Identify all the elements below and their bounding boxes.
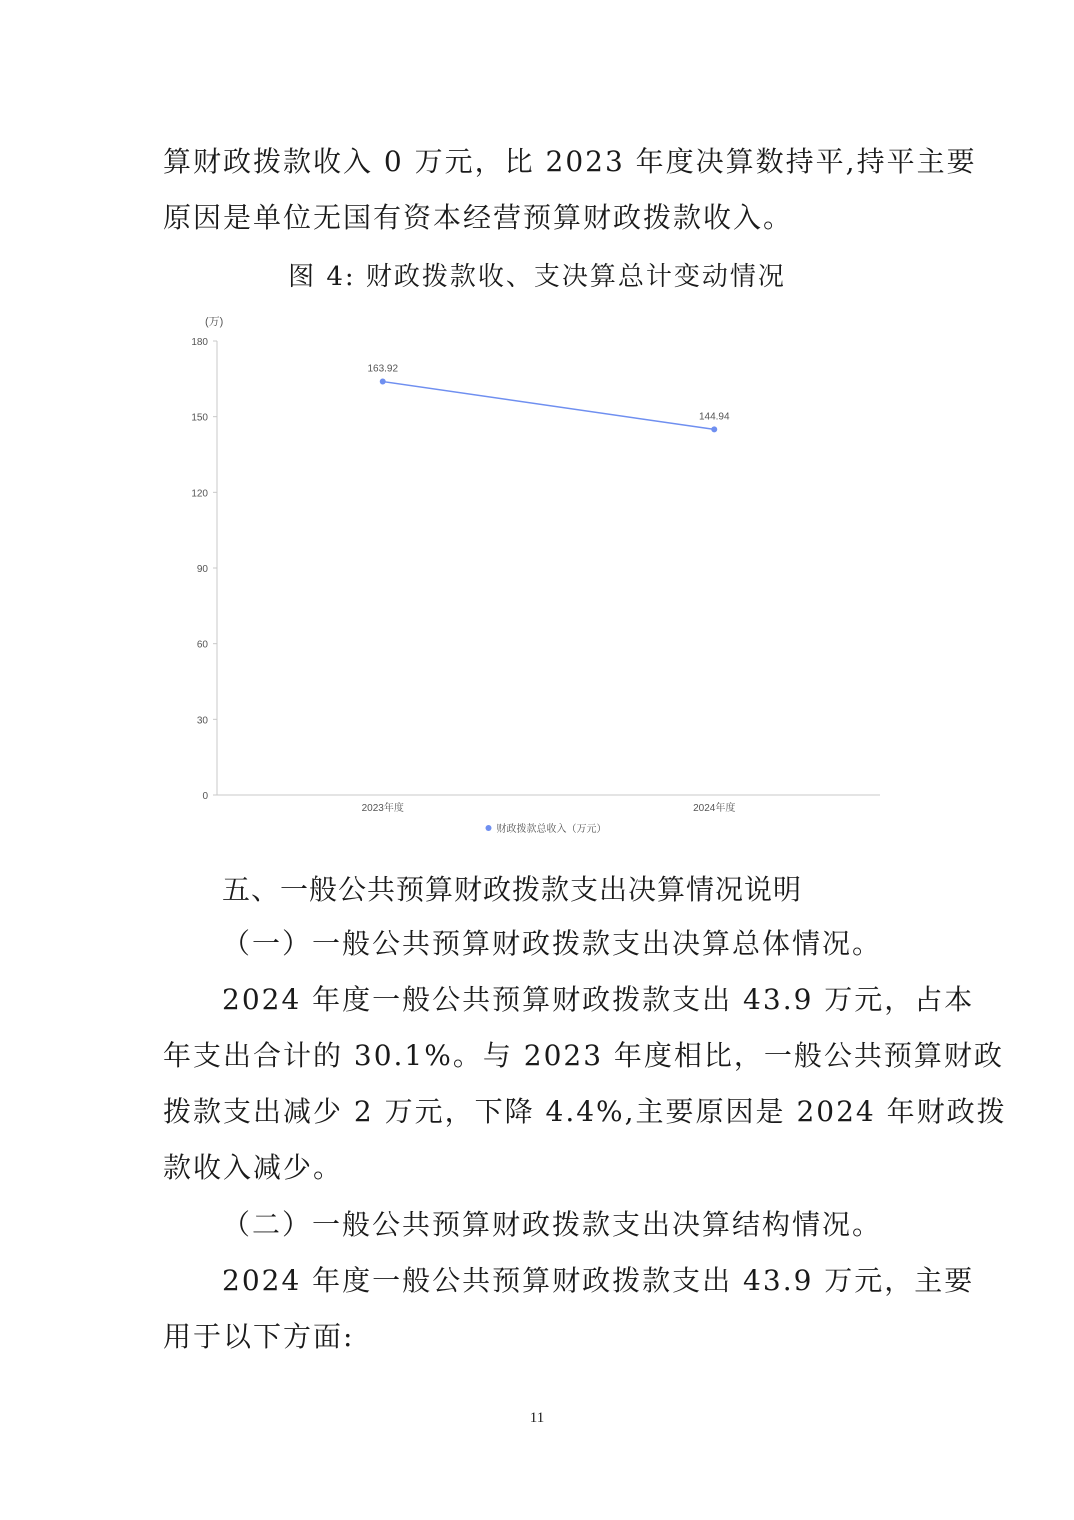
data-point bbox=[380, 379, 386, 385]
legend-marker bbox=[486, 825, 492, 831]
series-line bbox=[383, 382, 715, 430]
paragraph-line: 2024 年度一般公共预算财政拨款支出 43.9 万元，主要 bbox=[222, 1264, 975, 1297]
y-tick-label: 90 bbox=[196, 564, 208, 575]
subsection-heading: （二）一般公共预算财政拨款支出决算结构情况。 bbox=[222, 1208, 883, 1241]
paragraph-line: 拨款支出减少 2 万元，下降 4.4%,主要原因是 2024 年财政拨 bbox=[163, 1095, 1007, 1128]
x-tick-label: 2023年度 bbox=[361, 803, 404, 814]
y-tick-label: 30 bbox=[196, 715, 208, 727]
y-tick-label: 120 bbox=[191, 488, 208, 500]
paragraph-line: 用于以下方面: bbox=[163, 1320, 355, 1353]
y-tick-label: 180 bbox=[191, 337, 208, 348]
paragraph-line: 原因是单位无国有资本经营预算财政拨款收入。 bbox=[163, 201, 794, 234]
paragraph-line: 年支出合计的 30.1%。与 2023 年度相比，一般公共预算财政 bbox=[163, 1039, 1004, 1072]
data-label: 163.92 bbox=[367, 363, 399, 375]
paragraph-line: 2024 年度一般公共预算财政拨款支出 43.9 万元，占本 bbox=[222, 983, 975, 1016]
y-tick-label: 0 bbox=[202, 791, 208, 802]
paragraph-line: 算财政拨款收入 0 万元，比 2023 年度决算数持平,持平主要 bbox=[163, 145, 977, 178]
section-heading: 五、一般公共预算财政拨款支出决算情况说明 bbox=[222, 873, 803, 906]
paragraph-line: 款收入减少。 bbox=[163, 1151, 344, 1184]
y-tick-label: 60 bbox=[196, 639, 208, 651]
data-point bbox=[711, 426, 717, 432]
figure-caption: 图 4: 财政拨款收、支决算总计变动情况 bbox=[288, 262, 786, 292]
data-label: 144.94 bbox=[698, 411, 730, 423]
legend-label: 财政拨款总收入（万元） bbox=[496, 824, 607, 835]
subsection-heading: （一）一般公共预算财政拨款支出决算总体情况。 bbox=[222, 927, 883, 960]
page-number: 11 bbox=[529, 1410, 545, 1426]
x-tick-label: 2024年度 bbox=[693, 803, 736, 814]
line-chart bbox=[180, 305, 900, 845]
y-axis-unit-label: (万) bbox=[205, 316, 224, 328]
y-tick-label: 150 bbox=[191, 412, 208, 424]
